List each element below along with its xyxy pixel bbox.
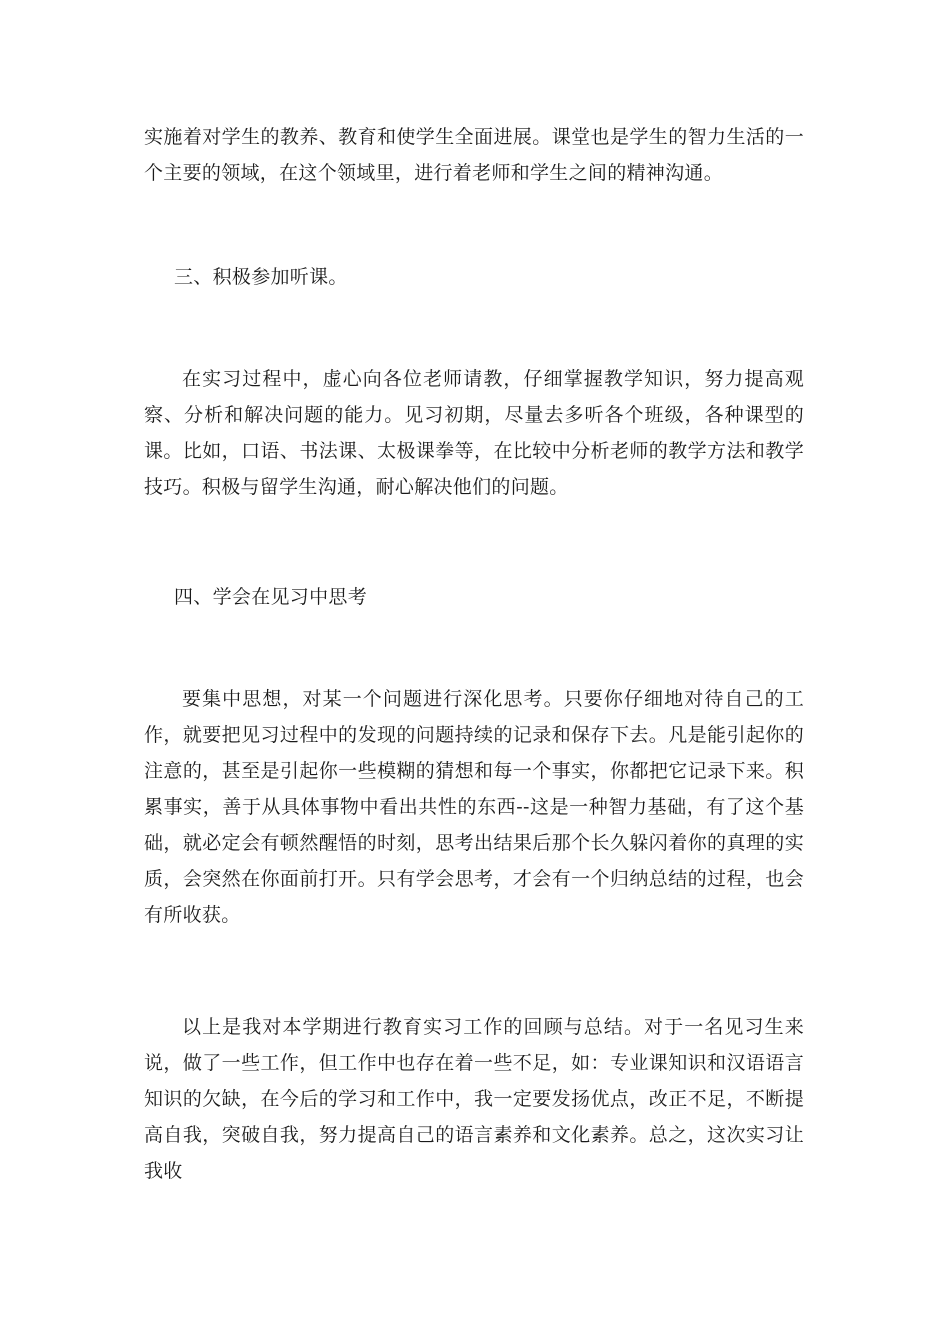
- paragraph-thinking: 要集中思想，对某一个问题进行深化思考。只要你仔细地对待自己的工作，就要把见习过程中的发现的问题持续的记录和保存下去。凡是能引起你的注意的，甚至是引起你一些模糊的猜想和每一个事实，你都把它记录下来。积累事实，善于从具体事物中看出共性的东西--这是一种智力基础，有了这个基础，就必定会有顿然醒悟的时刻，思考出结果后那个长久躲闪着你的真理的实质，会突然在你面前打开。只有学会思考，才会有一个归纳总结的过程，也会有所收获。: [144, 688, 804, 926]
- paragraph-listening-classes: 在实习过程中，虚心向各位老师请教，仔细掌握教学知识，努力提高观察、分析和解决问题的能力。见习初期，尽量去多听各个班级，各种课型的课。比如，口语、书法课、太极课拳等，在比较中分析老师的教学方法和教学技巧。积极与留学生沟通，耐心解决他们的问题。: [144, 368, 804, 498]
- paragraph-summary: 以上是我对本学期进行教育实习工作的回顾与总结。对于一名见习生来说，做了一些工作，但工作中也存在着一些不足，如：专业课知识和汉语语言知识的欠缺，在今后的学习和工作中，我一定要发扬优点，改正不足，不断提高自我，突破自我，努力提高自己的语言素养和文化素养。总之，这次实习让我收: [144, 1016, 804, 1182]
- section-heading-3: 三、积极参加听课。: [174, 266, 348, 288]
- paragraph-continued: 实施着对学生的教养、教育和使学生全面进展。课堂也是学生的智力生活的一个主要的领域，在这个领域里，进行着老师和学生之间的精神沟通。: [144, 126, 804, 184]
- section-heading-4: 四、学会在见习中思考: [174, 586, 368, 608]
